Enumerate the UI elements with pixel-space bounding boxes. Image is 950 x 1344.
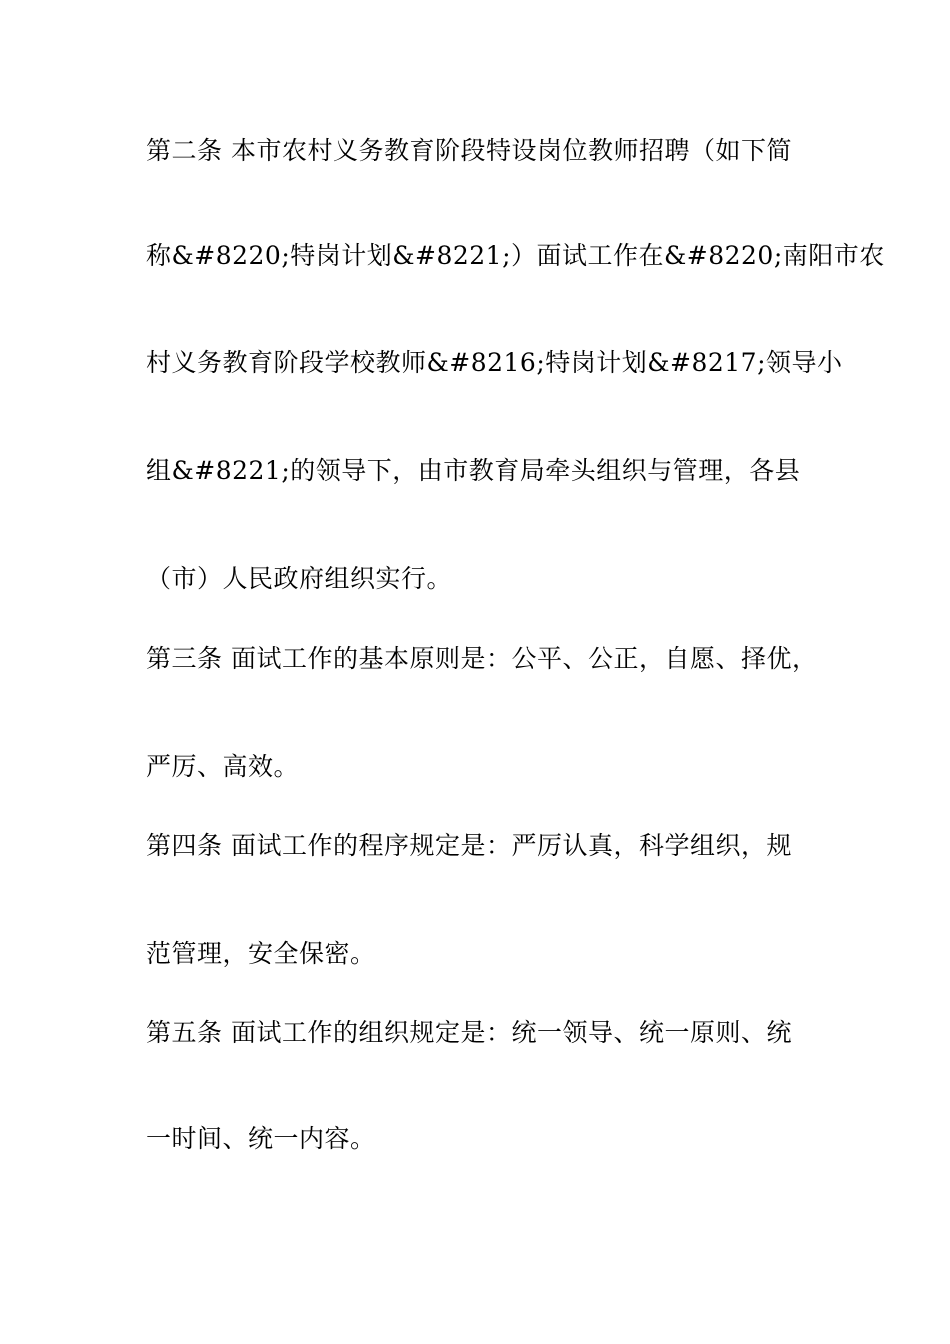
article-2-line-4: 组&#8221;的领导下，由市教育局牵头组织与管理，各县 — [146, 456, 801, 485]
article-4-line-1: 第四条 面试工作的程序规定是：严厉认真，科学组织，规 — [146, 831, 792, 860]
article-2-line-5: （市）人民政府组织实行。 — [146, 564, 453, 593]
article-5-line-1: 第五条 面试工作的组织规定是：统一领导、统一原则、统 — [146, 1018, 792, 1047]
article-2-line-1: 第二条 本市农村义务教育阶段特设岗位教师招聘（如下简 — [146, 136, 792, 165]
article-3-line-1: 第三条 面试工作的基本原则是：公平、公正，自愿、择优， — [146, 644, 818, 673]
article-2-line-3: 村义务教育阶段学校教师&#8216;特岗计划&#8217;领导小 — [146, 348, 843, 377]
article-4-line-2: 范管理，安全保密。 — [146, 939, 376, 968]
article-5-line-2: 一时间、统一内容。 — [146, 1124, 376, 1153]
article-2-line-2: 称&#8220;特岗计划&#8221;）面试工作在&#8220;南阳市农 — [146, 241, 885, 270]
article-3-line-2: 严厉、高效。 — [146, 752, 300, 781]
